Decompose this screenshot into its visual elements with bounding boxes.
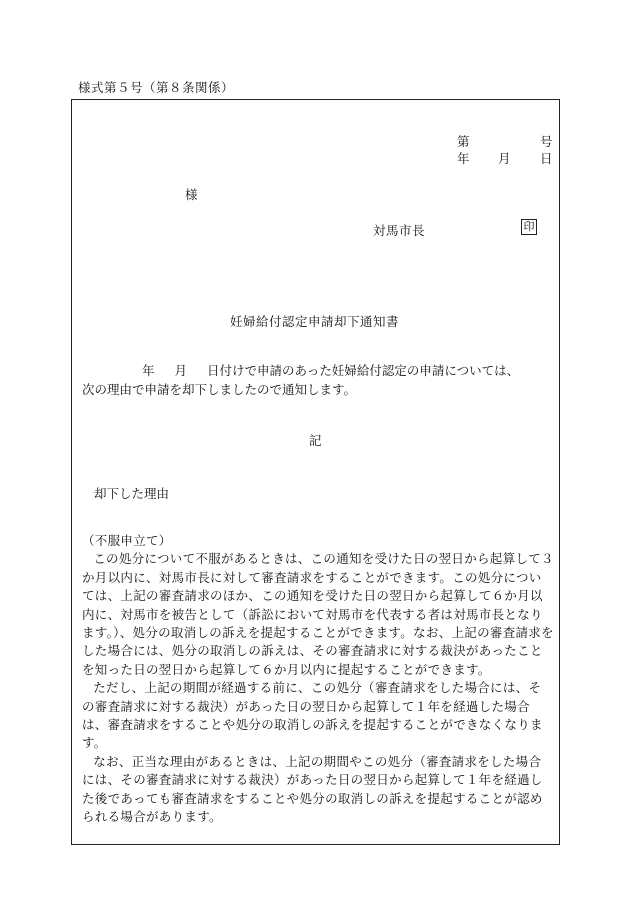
appeal-paragraph-3: なお、正当な理由があるときは、上記の期間やこの処分（審査請求をした場合には、その審査請求に対する裁決）があった日の翌日から起算して１年を経過した後であっても審査請求をすることや処分の取消しの訴えを提起することが認められる場合があります。 (82, 753, 543, 825)
body-line-1-text: 日付けで申請のあった妊婦給付認定の申請については、 (207, 363, 520, 378)
addressee-suffix: 様 (185, 187, 198, 202)
form-label: 様式第５号（第８条関係） (78, 80, 235, 95)
appeal-notice (82, 532, 554, 827)
ki-label: 記 (309, 433, 322, 448)
doc-number-suffix: 号 (540, 134, 553, 149)
doc-number-prefix: 第 (457, 134, 470, 149)
appeal-paragraph-2: ただし、上記の期間が経過する前に、この処分（審査請求をした場合には、その審査請求に対する裁決）があった日の翌日から起算して１年を経過した場合は、審査請求をすることや処分の取消しの訴えを提起することができなくなります。 (82, 680, 543, 751)
body-year-label: 年 (142, 363, 155, 378)
body-month-label: 月 (174, 363, 188, 378)
body-line-2: 次の理由で申請を却下しましたので通知します。 (82, 382, 357, 397)
date-year-label: 年 (457, 151, 470, 166)
appeal-heading: （不服申立て） (82, 533, 172, 548)
body-line-1 (86, 361, 519, 379)
date-month-label: 月 (498, 151, 511, 166)
date-day-label: 日 (540, 151, 553, 166)
rejection-reason-label: 却下した理由 (94, 486, 170, 501)
document-title: 妊婦給付認定申請却下通知書 (230, 314, 400, 329)
seal-stamp: 印 (521, 219, 537, 235)
appeal-paragraph-1: この処分について不服があるときは、この通知を受けた日の翌日から起算して３か月以内に、対馬市長に対して審査請求をすることができます。この処分については、上記の審査請求のほか、この通知を受けた日の翌日から起算して６か月以内に、対馬市を被告として（訴訟において対馬市を代表する者は対馬市長となります。）、処分の取消しの訴えを提起することができます。なお、上記の審査請求をした場合には、処分の取消しの訴えは、その審査請求に対する裁決があったことを知った日の翌日から起算して６か月以内に提起することができます。 (82, 551, 554, 677)
issuer-name: 対馬市長 (373, 223, 426, 238)
